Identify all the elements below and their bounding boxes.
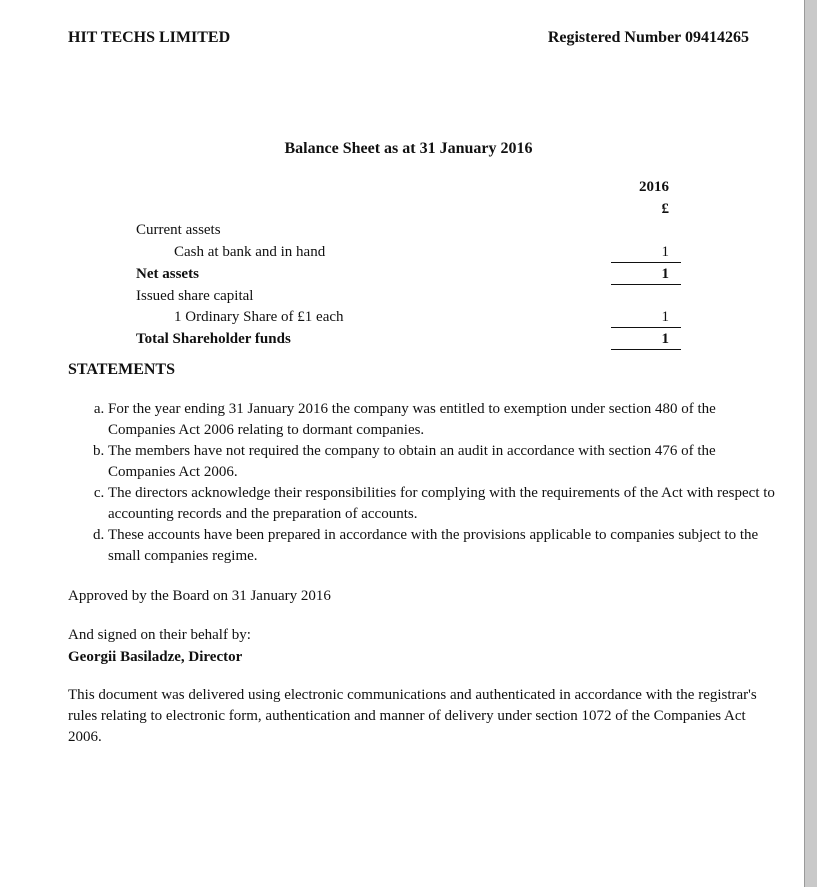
current-assets-label: Current assets [136,222,221,238]
currency-column-header: £ [661,201,669,217]
statement-item: b. The members have not required the company to obtain an audit in accordance with section 476 of the Companies Act 2006. [108,441,780,483]
registered-number: Registered Number 09414265 [547,29,749,46]
total-funds-label: Total Shareholder funds [136,331,291,347]
share-capital-label: Issued share capital [136,288,254,304]
signatory: Georgii Basiladze, Director [68,649,243,665]
total-rule [611,349,681,350]
ordinary-share-label: 1 Ordinary Share of £1 each [174,309,344,325]
statements-list [68,399,780,567]
net-assets-label: Net assets [136,266,199,282]
net-assets-value: 1 [661,266,669,282]
statements-heading: STATEMENTS [68,361,175,378]
ordinary-share-value: 1 [661,309,669,325]
cash-label: Cash at bank and in hand [174,244,326,260]
viewer-edge [804,0,817,887]
year-column-header: 2016 [639,179,669,195]
page-title: Balance Sheet as at 31 January 2016 [284,140,533,157]
company-name: HIT TECHS LIMITED [68,29,231,46]
statement-item: a. For the year ending 31 January 2016 the company was entitled to exemption under section 480 of the Companies Act 2006 relating to dormant companies. [108,399,780,441]
signed-text: And signed on their behalf by: [68,627,251,643]
statement-item: c. The directors acknowledge their responsibilities for complying with the requirements of the Act with respect to accounting records and the preparation of accounts. [108,483,780,525]
statement-item: d. These accounts have been prepared in accordance with the provisions applicable to companies subject to the small companies regime. [108,525,780,567]
total-rule [611,284,681,285]
subtotal-rule [611,262,681,263]
delivery-note: This document was delivered using electronic communications and authenticated in accordance with the registrar's rules relating to electronic form, authentication and manner of delivery under section 1072 of the Companies Act 2006. [68,687,757,745]
subtotal-rule [611,327,681,328]
total-funds-value: 1 [661,331,669,347]
cash-value: 1 [661,244,669,260]
approval-text: Approved by the Board on 31 January 2016 [68,588,331,604]
